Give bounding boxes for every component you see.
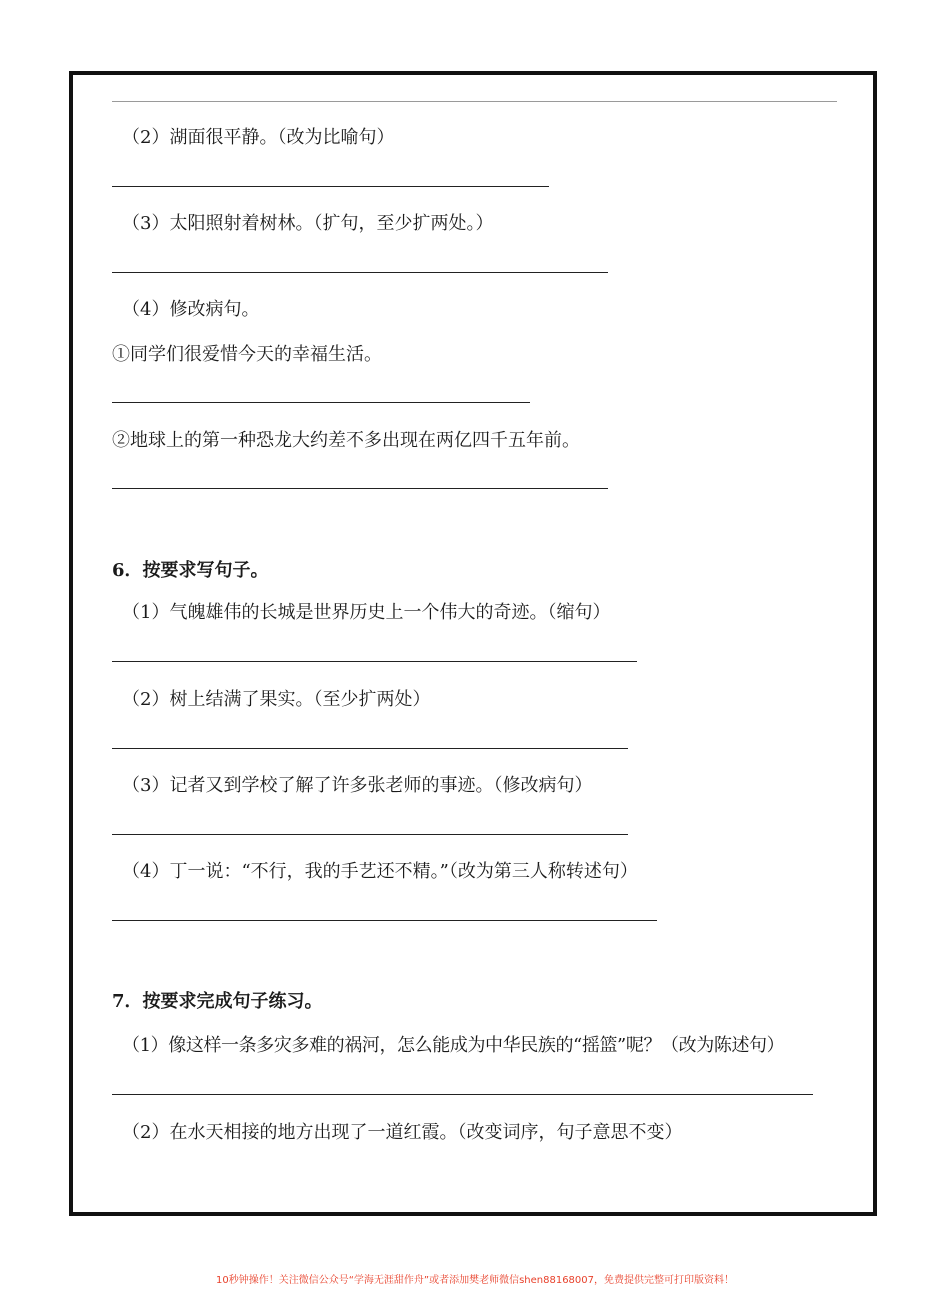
answer-line-6-4[interactable] xyxy=(112,920,657,921)
answer-line-5-4-1[interactable] xyxy=(112,402,530,403)
question-6-4: （4）丁一说：“不行，我的手艺还不精。”（改为第三人称转述句） xyxy=(122,861,638,882)
question-5-4: （4）修改病句。 xyxy=(122,299,260,320)
section-7-heading: 7．按要求完成句子练习。 xyxy=(112,991,323,1012)
question-6-1: （1）气魄雄伟的长城是世界历史上一个伟大的奇迹。（缩句） xyxy=(122,602,611,623)
answer-line-5-3[interactable] xyxy=(112,272,608,273)
question-5-4-sentence-2: ②地球上的第一种恐龙大约差不多出现在两亿四千五年前。 xyxy=(112,430,580,451)
answer-line-5-4-2[interactable] xyxy=(112,488,608,489)
footer-notice: 10秒钟操作！关注微信公众号“学海无涯甜作舟”或者添加樊老师微信shen88168007，免费提供完整可打印版资料！ xyxy=(215,1275,735,1286)
question-6-3: （3）记者又到学校了解了许多张老师的事迹。（修改病句） xyxy=(122,775,593,796)
question-7-1: （1）像这样一条多灾多难的祸河，怎么能成为中华民族的“摇篮”呢？（改为陈述句） xyxy=(122,1035,785,1056)
answer-line-6-1[interactable] xyxy=(112,661,637,662)
question-7-2: （2）在水天相接的地方出现了一道红霞。（改变词序，句子意思不变） xyxy=(122,1122,683,1143)
answer-line-5-2[interactable] xyxy=(112,186,549,187)
question-5-2: （2）湖面很平静。（改为比喻句） xyxy=(122,127,395,148)
question-5-3: （3）太阳照射着树林。（扩句，至少扩两处。） xyxy=(122,213,494,234)
answer-line-6-3[interactable] xyxy=(112,834,628,835)
answer-line-7-1[interactable] xyxy=(112,1094,813,1095)
question-6-2: （2）树上结满了果实。（至少扩两处） xyxy=(122,689,431,710)
answer-line-6-2[interactable] xyxy=(112,748,628,749)
question-5-4-sentence-1: ①同学们很爱惜今天的幸福生活。 xyxy=(112,344,382,365)
section-6-heading: 6．按要求写句子。 xyxy=(112,560,269,581)
header-rule xyxy=(112,101,837,102)
